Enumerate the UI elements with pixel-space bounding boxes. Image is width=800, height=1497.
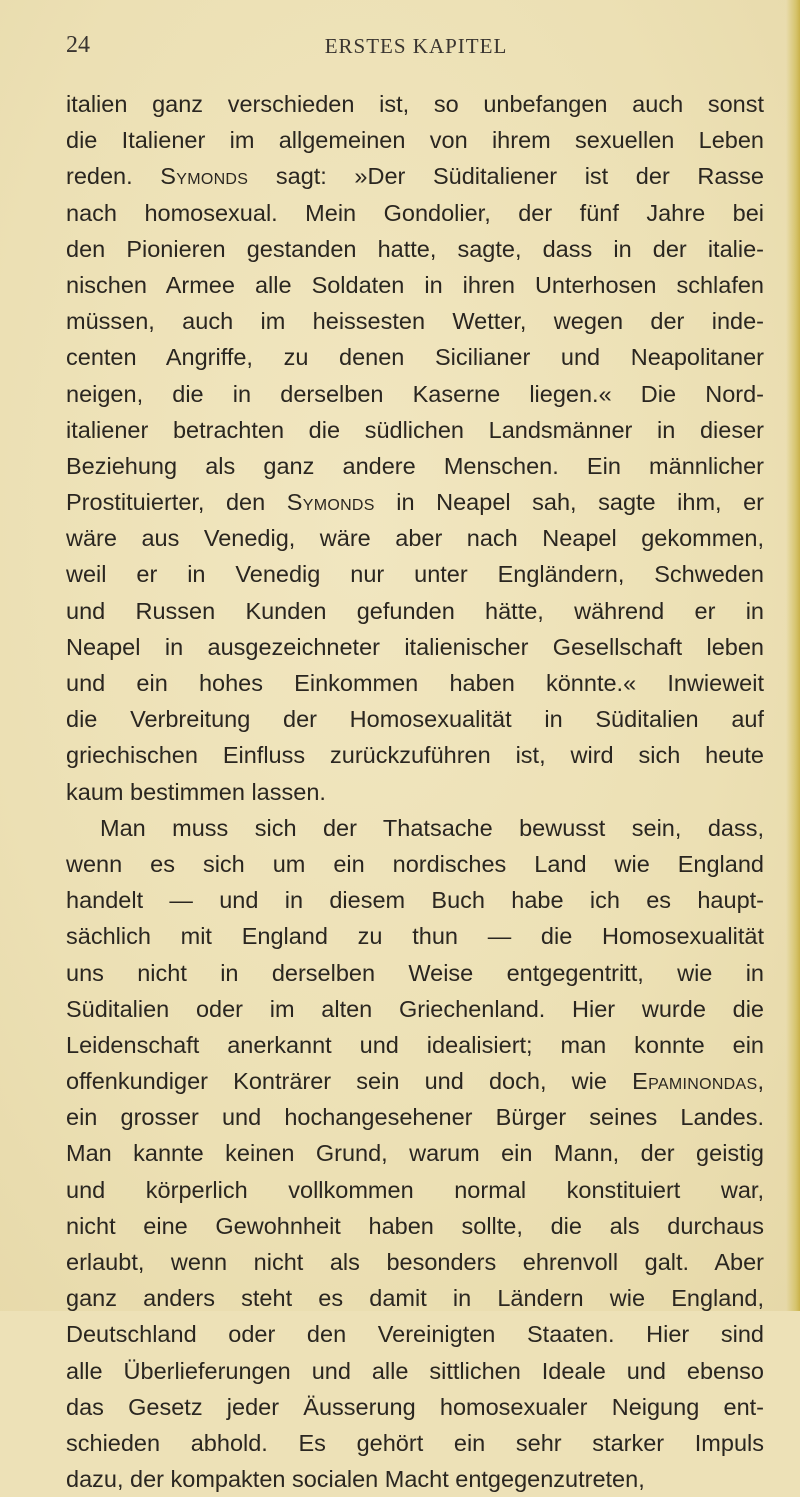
text-segment: uns nicht in derselben Weise entgegentritt, wie in: [66, 959, 764, 986]
text-line: [66, 1172, 764, 1208]
text-segment: neigen, die in derselben Kaserne liegen.« Die Nord-: [66, 380, 764, 407]
text-segment: Neapel in ausgezeichneter italienischer Gesellschaft leben: [66, 633, 764, 660]
text-segment: müssen, auch im heissesten Wetter, wegen der inde-: [66, 308, 764, 335]
text-line: [66, 303, 764, 339]
text-segment: italiener betrachten die südlichen Landsmänner in dieser: [66, 416, 764, 443]
text-segment: das Gesetz jeder Äusserung homosexualer Neigung ent-: [66, 1393, 764, 1420]
text-segment: ein grosser und hochangesehener Bürger seines Landes.: [66, 1104, 764, 1131]
text-line: [66, 1027, 764, 1063]
text-segment: handelt — und in diesem Buch habe ich es haupt-: [66, 887, 764, 914]
text-segment: nach homosexual. Mein Gondolier, der fünf Jahre bei: [66, 199, 764, 226]
text-line: [66, 122, 764, 158]
text-line: [66, 1353, 764, 1389]
text-line: [66, 267, 764, 303]
text-line: [66, 882, 764, 918]
text-segment: offenkundiger Konträrer sein und doch, wie: [66, 1068, 633, 1095]
text-segment: italien ganz verschieden ist, so unbefangen auch sonst: [66, 91, 764, 117]
text-line: [66, 701, 764, 737]
text-segment: Beziehung als ganz andere Menschen. Ein männlicher: [66, 452, 764, 479]
text-segment: erlaubt, wenn nicht als besonders ehrenvoll galt. Aber: [66, 1249, 764, 1275]
text-line: [66, 1244, 764, 1280]
text-line: [66, 520, 764, 556]
text-line: [66, 158, 764, 194]
text-segment: ,: [757, 1068, 764, 1095]
text-line: [66, 774, 764, 810]
text-segment: nischen Armee alle Soldaten in ihren Unterhosen schlafen: [66, 271, 764, 298]
text-line: [66, 1425, 764, 1461]
text-segment: Man kannte keinen Grund, warum ein Mann, der geistig: [66, 1140, 764, 1167]
text-segment: Prostituierter, den: [66, 489, 287, 516]
body-text: [66, 86, 764, 1497]
text-line: [66, 231, 764, 267]
text-line: [66, 1316, 764, 1352]
text-line: [66, 448, 764, 484]
page-header: [66, 32, 766, 62]
text-line: [66, 1389, 764, 1425]
text-line: [66, 376, 764, 412]
text-segment: nicht eine Gewohnheit haben sollte, die als durchaus: [66, 1212, 764, 1239]
text-segment: wäre aus Venedig, wäre aber nach Neapel gekommen,: [66, 525, 764, 552]
text-line: [66, 412, 764, 448]
text-segment: die Verbreitung der Homosexualität in Süditalien auf: [66, 706, 764, 733]
text-line: [66, 556, 764, 592]
text-segment: die Italiener im allgemeinen von ihrem sexuellen Leben: [66, 127, 764, 154]
text-segment: Süditalien oder im alten Griechenland. Hier wurde die: [66, 995, 764, 1022]
text-segment: wenn es sich um ein nordisches Land wie England: [66, 850, 764, 877]
text-line: [66, 86, 764, 122]
text-segment: reden.: [66, 163, 161, 190]
running-head: ERSTES KAPITEL: [324, 34, 508, 58]
text-line: [66, 593, 764, 629]
text-segment: und ein hohes Einkommen haben könnte.« Inwieweit: [66, 670, 764, 696]
text-line: [66, 955, 764, 991]
text-line: [66, 991, 764, 1027]
text-line: [66, 195, 764, 231]
text-segment: sagt: »Der Süditaliener ist der Rasse: [248, 163, 764, 190]
text-line: [66, 810, 764, 846]
text-segment: schieden abhold. Es gehört ein sehr starker Impuls: [66, 1429, 764, 1456]
text-segment: kaum bestimmen lassen.: [66, 778, 326, 805]
text-line: [66, 1208, 764, 1244]
text-line: [66, 737, 764, 773]
page-edge: [786, 0, 800, 1311]
text-segment: Leidenschaft anerkannt und idealisiert; man konnte ein: [66, 1031, 764, 1058]
text-line: [66, 339, 764, 375]
text-line: [66, 1063, 764, 1099]
text-segment: alle Überlieferungen und alle sittlichen Ideale und ebenso: [66, 1357, 764, 1384]
text-line: [66, 1461, 764, 1497]
text-segment: den Pionieren gestanden hatte, sagte, dass in der italie-: [66, 235, 764, 262]
text-line: [66, 846, 764, 882]
text-line: [66, 484, 764, 520]
text-segment: Man muss sich der Thatsache bewusst sein, dass,: [100, 814, 764, 841]
text-line: [66, 629, 764, 665]
text-segment: dazu, der kompakten socialen Macht entgegenzutreten,: [66, 1466, 645, 1493]
small-caps-name: Epaminondas: [632, 1068, 758, 1095]
text-segment: Deutschland oder den Vereinigten Staaten. Hier sind: [66, 1321, 764, 1348]
text-line: [66, 1099, 764, 1135]
text-segment: und körperlich vollkommen normal konstituiert war,: [66, 1176, 764, 1203]
text-segment: in Neapel sah, sagte ihm, er: [374, 489, 764, 516]
text-segment: griechischen Einfluss zurückzuführen ist, wird sich heute: [66, 742, 764, 769]
text-line: [66, 918, 764, 954]
page-number: 24: [66, 32, 90, 58]
small-caps-name: Symonds: [160, 163, 249, 190]
text-segment: centen Angriffe, zu denen Sicilianer und Neapolitaner: [66, 344, 764, 371]
text-segment: sächlich mit England zu thun — die Homosexualität: [66, 923, 764, 950]
text-segment: und Russen Kunden gefunden hätte, während er in: [66, 597, 764, 624]
small-caps-name: Symonds: [286, 489, 375, 516]
text-segment: ganz anders steht es damit in Ländern wie England,: [66, 1285, 764, 1312]
text-line: [66, 665, 764, 701]
text-segment: weil er in Venedig nur unter Engländern, Schweden: [66, 561, 764, 588]
text-line: [66, 1135, 764, 1171]
